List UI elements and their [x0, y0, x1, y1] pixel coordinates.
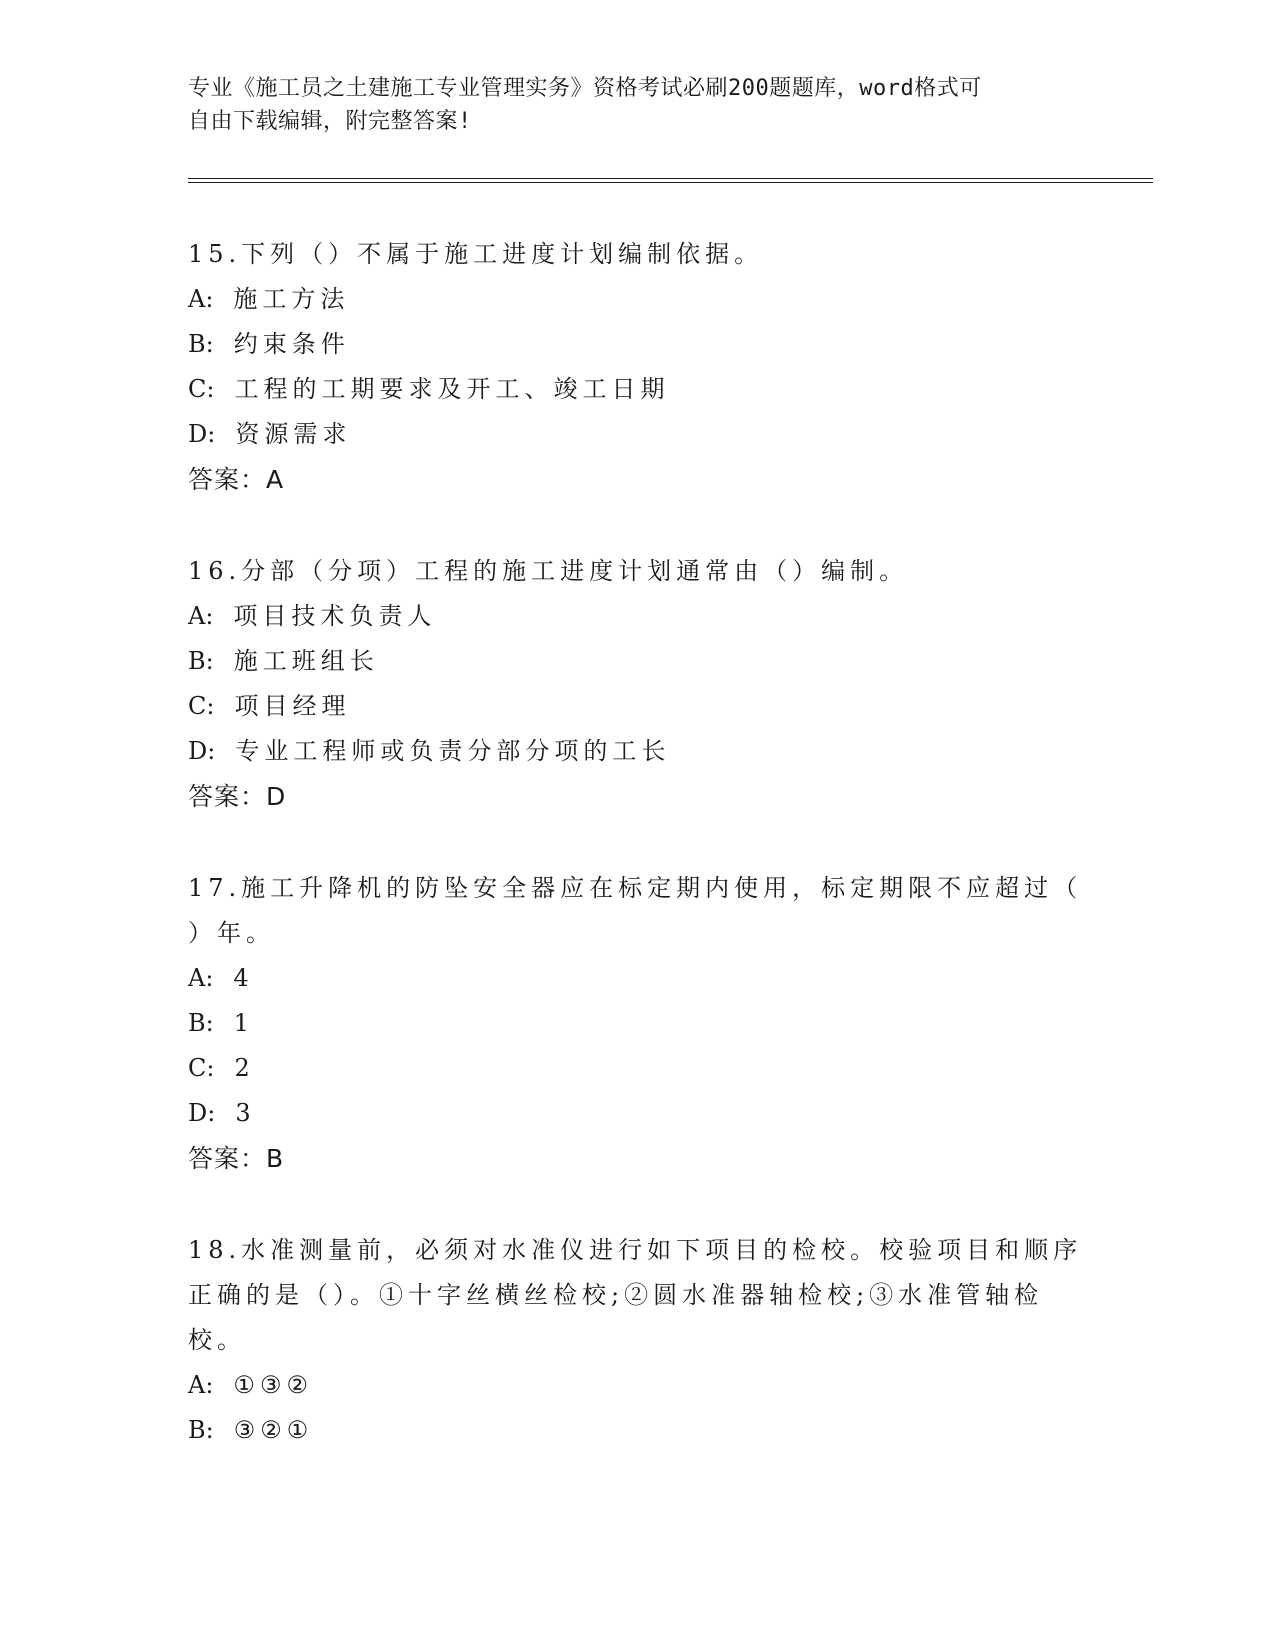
- option-c: C: 工程的工期要求及开工、竣工日期: [188, 375, 670, 403]
- option-b: B: 施工班组长: [188, 647, 379, 675]
- option-a: A: 施工方法: [188, 285, 350, 313]
- question-stem-line-2: ）年。: [188, 919, 275, 947]
- answer-label: 答案：B: [188, 1144, 285, 1173]
- option-d: D: 专业工程师或负责分部分项的工长: [188, 737, 671, 765]
- option-b: B: ③②①: [188, 1416, 314, 1444]
- document-header: [188, 72, 1068, 138]
- question-15: [188, 232, 1088, 502]
- option-d: D: 3: [188, 1099, 256, 1127]
- option-d: D: 资源需求: [188, 420, 352, 448]
- question-stem-line-1: 18.水准测量前，必须对水准仪进行如下项目的检校。校验项目和顺序: [188, 1236, 1083, 1264]
- question-stem-line-3: 校。: [188, 1326, 246, 1354]
- question-stem: 15.下列（）不属于施工进度计划编制依据。: [188, 240, 764, 268]
- header-line-1: 专业《施工员之土建施工专业管理实务》资格考试必刷200题题库，word格式可: [188, 76, 982, 101]
- option-a: A: 4: [188, 964, 254, 992]
- question-stem-line-2: 正确的是（）。①十字丝横丝检校;②圆水准器轴检校;③水准管轴检: [188, 1281, 1044, 1309]
- answer-label: 答案：A: [188, 465, 285, 494]
- question-stem: 16.分部（分项）工程的施工进度计划通常由（）编制。: [188, 557, 909, 585]
- answer-label: 答案：D: [188, 782, 287, 811]
- option-a: A: 项目技术负责人: [188, 602, 437, 630]
- header-divider-top: [188, 178, 1153, 179]
- option-b: B: 约束条件: [188, 330, 350, 358]
- option-b: B: 1: [188, 1009, 255, 1037]
- question-stem-line-1: 17.施工升降机的防坠安全器应在标定期内使用，标定期限不应超过（: [188, 874, 1083, 902]
- option-a: A: ①③②: [188, 1371, 313, 1399]
- question-16: [188, 549, 1088, 819]
- option-c: C: 项目经理: [188, 692, 351, 720]
- question-17: [188, 866, 1088, 1181]
- header-line-2: 自由下载编辑，附完整答案!: [188, 109, 472, 134]
- question-18: [188, 1228, 1088, 1453]
- header-divider-bottom: [188, 182, 1153, 183]
- option-c: C: 2: [188, 1054, 255, 1082]
